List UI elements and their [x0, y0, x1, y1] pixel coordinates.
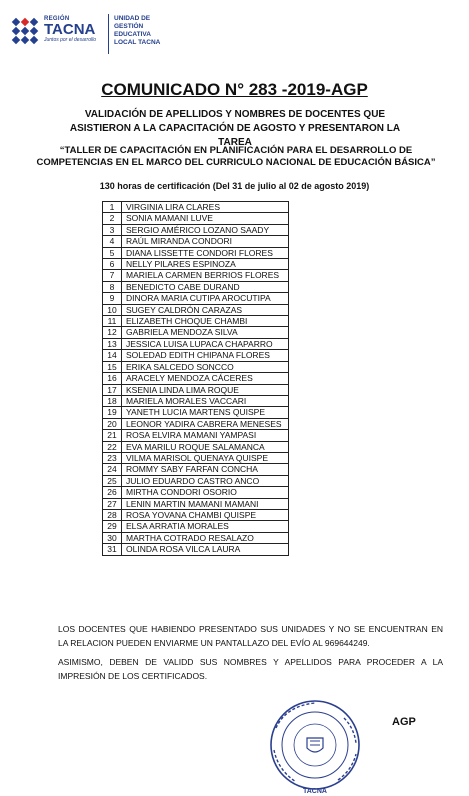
row-number: 27	[103, 498, 122, 509]
table-row	[103, 544, 289, 555]
participant-name: ROSA ELVIRA MAMANI YAMPASI	[122, 430, 289, 441]
unit-line: UNIDAD DE	[114, 15, 151, 22]
participant-name: SUGEY CALDRÓN CARAZAS	[122, 304, 289, 315]
table-row	[103, 202, 289, 213]
participant-name: SOLEDAD EDITH CHIPANA FLORES	[122, 350, 289, 361]
row-number: 16	[103, 373, 122, 384]
table-row	[103, 338, 289, 349]
participant-name: MARTHA COTRADO RESALAZO	[122, 532, 289, 543]
logo-divider	[108, 14, 109, 54]
table-row	[103, 304, 289, 315]
table-row	[103, 418, 289, 429]
table-row	[103, 521, 289, 532]
participant-name: NELLY PILARES ESPINOZA	[122, 259, 289, 270]
unit-line: EDUCATIVA	[114, 31, 151, 38]
participant-name: VILMA MARISOL QUENAYA QUISPE	[122, 452, 289, 463]
logo-slogan: Juntos por el desarrollo	[44, 37, 96, 43]
row-number: 3	[103, 224, 122, 235]
document-title: COMUNICADO N° 283 -2019-AGP	[101, 80, 368, 99]
row-number: 26	[103, 487, 122, 498]
participant-name: ARACELY MENDOZA CÁCERES	[122, 373, 289, 384]
row-number: 21	[103, 430, 122, 441]
row-number: 20	[103, 418, 122, 429]
participant-name: ROMMY SABY FARFAN CONCHA	[122, 464, 289, 475]
table-row	[103, 532, 289, 543]
table-row	[103, 441, 289, 452]
table-row	[103, 384, 289, 395]
workshop-name: “TALLER DE CAPACITACIÓN EN PLANIFICACIÓN PARA EL DESARROLLO DE COMPETENCIAS EN EL MARCO DEL CURRICULO NACIONAL DE EDUCACIÓN BÁSICA”	[36, 145, 436, 168]
table-row	[103, 475, 289, 486]
row-number: 18	[103, 395, 122, 406]
row-number: 4	[103, 236, 122, 247]
participants-table	[102, 201, 289, 556]
table-row	[103, 509, 289, 520]
table-row	[103, 464, 289, 475]
row-number: 8	[103, 281, 122, 292]
participant-name: MARIELA MORALES VACCARI	[122, 395, 289, 406]
participant-name: KSENIA LINDA LIMA ROQUE	[122, 384, 289, 395]
participant-name: LEONOR YADIRA CABRERA MENESES	[122, 418, 289, 429]
participant-name: DINORA MARIA CUTIPA AROCUTIPA	[122, 293, 289, 304]
row-number: 25	[103, 475, 122, 486]
row-number: 2	[103, 213, 122, 224]
row-number: 24	[103, 464, 122, 475]
official-seal-icon	[266, 698, 364, 796]
row-number: 11	[103, 316, 122, 327]
participant-name: LENIN MARTIN MAMANI MAMANI	[122, 498, 289, 509]
participant-name: ERIKA SALCEDO SONCCO	[122, 361, 289, 372]
participant-name: EVA MARILU ROQUE SALAMANCA	[122, 441, 289, 452]
participant-name: DIANA LISSETTE CONDORI FLORES	[122, 247, 289, 258]
row-number: 1	[103, 202, 122, 213]
table-row	[103, 247, 289, 258]
participant-name: MARIELA CARMEN BERRIOS FLORES	[122, 270, 289, 281]
seal-label: TACNA	[303, 788, 327, 795]
logo-name: TACNA	[44, 21, 96, 38]
table-row	[103, 373, 289, 384]
table-row	[103, 224, 289, 235]
participant-name: GABRIELA MENDOZA SILVA	[122, 327, 289, 338]
row-number: 19	[103, 407, 122, 418]
row-number: 9	[103, 293, 122, 304]
participant-name: OLINDA ROSA VILCA LAURA	[122, 544, 289, 555]
table-row	[103, 316, 289, 327]
participant-name: JULIO EDUARDO CASTRO ANCO	[122, 475, 289, 486]
participant-name: YANETH LUCIA MARTENS QUISPE	[122, 407, 289, 418]
row-number: 6	[103, 259, 122, 270]
logo-region: REGIÓN	[44, 16, 70, 22]
participant-name: SONIA MAMANI LUVE	[122, 213, 289, 224]
table-row	[103, 293, 289, 304]
row-number: 12	[103, 327, 122, 338]
unit-name	[114, 15, 160, 47]
participant-name: ROSA YOVANA CHAMBI QUISPE	[122, 509, 289, 520]
table-row	[103, 395, 289, 406]
table-row	[103, 236, 289, 247]
table-row	[103, 407, 289, 418]
unit-line: GESTIÓN	[114, 23, 144, 30]
table-row	[103, 498, 289, 509]
row-number: 31	[103, 544, 122, 555]
participant-name: RAÚL MIRANDA CONDORI	[122, 236, 289, 247]
table-row	[103, 259, 289, 270]
table-row	[103, 430, 289, 441]
author-initials: AGP	[392, 716, 416, 728]
row-number: 15	[103, 361, 122, 372]
table-row	[103, 281, 289, 292]
certification-hours: 130 horas de certificación (Del 31 de julio al 02 de agosto 2019)	[99, 181, 370, 191]
participant-name: ELSA ARRATIA MORALES	[122, 521, 289, 532]
participant-name: JESSICA LUISA LUPACA CHAPARRO	[122, 338, 289, 349]
note-validate-names: ASIMISMO, DEBEN DE VALIDD SUS NOMBRES Y APELLIDOS PARA PROCEDER A LA IMPRESIÓN DE LOS CERTIFICADOS.	[58, 657, 443, 681]
unit-line: LOCAL TACNA	[114, 39, 161, 46]
row-number: 29	[103, 521, 122, 532]
table-row	[103, 452, 289, 463]
table-row	[103, 327, 289, 338]
region-logo-icon	[10, 16, 40, 46]
table-row	[103, 270, 289, 281]
table-row	[103, 350, 289, 361]
table-row	[103, 213, 289, 224]
row-number: 13	[103, 338, 122, 349]
row-number: 22	[103, 441, 122, 452]
row-number: 17	[103, 384, 122, 395]
participant-name: MIRTHA CONDORI OSORIO	[122, 487, 289, 498]
row-number: 5	[103, 247, 122, 258]
table-row	[103, 487, 289, 498]
row-number: 7	[103, 270, 122, 281]
row-number: 30	[103, 532, 122, 543]
document-subtitle: VALIDACIÓN DE APELLIDOS Y NOMBRES DE DOCENTES QUE ASISTIERON A LA CAPACITACIÓN DE AGOSTO Y PRESENTARON LA TAREA	[69, 109, 401, 148]
table-row	[103, 361, 289, 372]
row-number: 14	[103, 350, 122, 361]
row-number: 28	[103, 509, 122, 520]
participant-name: SERGIO AMÉRICO LOZANO SAADY	[122, 224, 289, 235]
row-number: 23	[103, 452, 122, 463]
note-missing-teachers: LOS DOCENTES QUE HABIENDO PRESENTADO SUS UNIDADES Y NO SE ENCUENTRAN EN LA RELACION PUEDEN ENVIARME UN PANTALLAZO DEL EVÍO AL 969644249.	[58, 624, 443, 648]
letterhead	[8, 6, 208, 56]
participant-name: ELIZABETH CHOQUE CHAMBI	[122, 316, 289, 327]
row-number: 10	[103, 304, 122, 315]
participant-name: VIRGINIA LIRA CLARES	[122, 202, 289, 213]
participant-name: BENEDICTO CABE DURAND	[122, 281, 289, 292]
logo-wordmark	[44, 16, 104, 43]
